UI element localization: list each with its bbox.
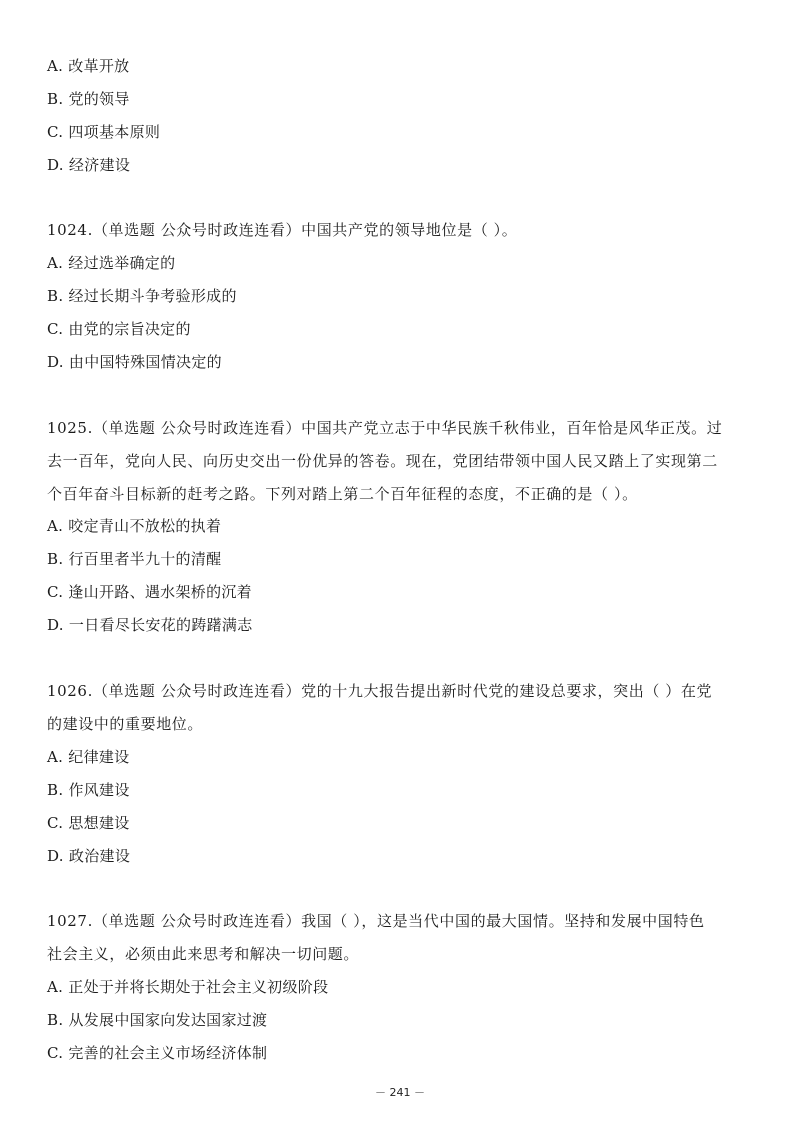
question-1026-option-b: B. 作风建设 — [47, 781, 130, 799]
question-1026-option-d: D. 政治建设 — [47, 847, 131, 865]
question-1026-option-a: A. 纪律建设 — [47, 748, 130, 766]
question-1026-option-c: C. 思想建设 — [47, 814, 130, 832]
question-1027-option-b: B. 从发展中国家向发达国家过渡 — [47, 1011, 268, 1029]
question-1026-text-line-1: 1026.（单选题 公众号时政连连看）党的十九大报告提出新时代党的建设总要求，突出（ ）在党 — [47, 682, 713, 700]
question-1024-option-b: B. 经过长期斗争考验形成的 — [47, 287, 237, 305]
question-1024-option-c: C. 由党的宗旨决定的 — [47, 320, 191, 338]
question-1025-option-d: D. 一日看尽长安花的踌躇满志 — [47, 616, 253, 634]
question-1025-text-line-1: 1025.（单选题 公众号时政连连看）中国共产党立志于中华民族千秋伟业，百年恰是风华正茂。过 — [47, 419, 723, 437]
question-1025-text-line-2: 去一百年，党向人民、向历史交出一份优异的答卷。现在，党团结带领中国人民又踏上了实现第二 — [47, 452, 718, 470]
question-1027-option-c: C. 完善的社会主义市场经济体制 — [47, 1044, 268, 1062]
question-1025-option-a: A. 咬定青山不放松的执着 — [47, 517, 222, 535]
question-1024-option-a: A. 经过选举确定的 — [47, 254, 176, 272]
question-1027-text-line-1: 1027.（单选题 公众号时政连连看）我国（ ），这是当代中国的最大国情。坚持和发展中国特色 — [47, 912, 705, 930]
question-1027-text-line-2: 社会主义，必须由此来思考和解决一切问题。 — [47, 945, 360, 963]
page-number: － 241 － — [375, 1086, 425, 1099]
option-b: B. 党的领导 — [47, 90, 130, 108]
question-1027-option-a: A. 正处于并将长期处于社会主义初级阶段 — [47, 978, 329, 996]
question-1024-option-d: D. 由中国特殊国情决定的 — [47, 353, 222, 371]
option-a: A. 改革开放 — [47, 57, 130, 75]
option-d: D. 经济建设 — [47, 156, 131, 174]
question-1025-option-b: B. 行百里者半九十的清醒 — [47, 550, 222, 568]
question-1024-text: 1024.（单选题 公众号时政连连看）中国共产党的领导地位是（ ）。 — [47, 221, 518, 239]
question-1026-text-line-2: 的建设中的重要地位。 — [47, 715, 204, 733]
option-c: C. 四项基本原则 — [47, 123, 161, 141]
question-1025-text-line-3: 个百年奋斗目标新的赶考之路。下列对踏上第二个百年征程的态度，不正确的是（ ）。 — [47, 485, 638, 503]
question-1025-option-c: C. 逢山开路、遇水架桥的沉着 — [47, 583, 252, 601]
